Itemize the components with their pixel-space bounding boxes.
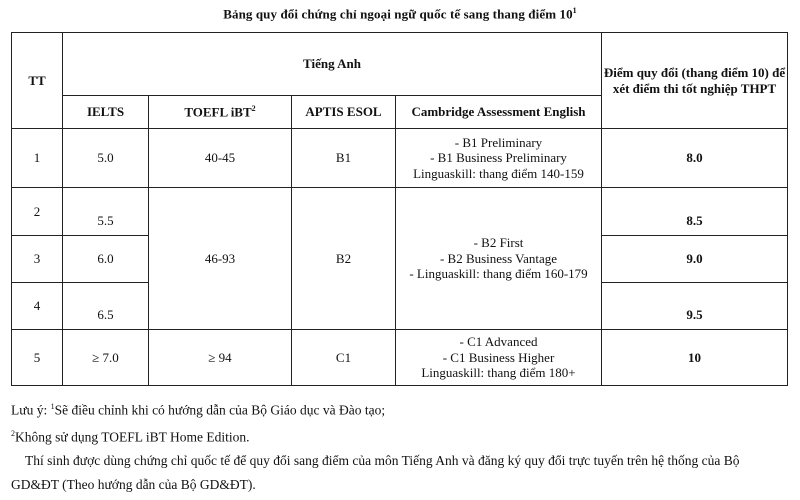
- header-score: Điểm quy đổi (thang điểm 10) để xét điểm thi tốt nghiệp THPT: [602, 33, 788, 129]
- header-cambridge: Cambridge Assessment English: [396, 96, 602, 129]
- note-paragraph: Thí sinh được dùng chứng chỉ quốc tế để quy đổi sang điểm của môn Tiếng Anh và đăng ký quy đổi trực tuyến trên hệ thống của Bộ GD&ĐT (Theo hướng dẫn của Bộ GD&ĐT).: [11, 453, 740, 492]
- row-aptis: B2: [292, 188, 396, 330]
- table-row: [12, 188, 788, 236]
- row-ielts: 6.5: [63, 283, 149, 330]
- row-tt: 5: [12, 330, 63, 386]
- row-toefl: 46-93: [149, 188, 292, 330]
- cambridge-line: - C1 Business Higher: [442, 349, 555, 365]
- note-1-text: Sẽ điều chỉnh khi có hướng dẫn của Bộ Giáo dục và Đào tạo;: [54, 402, 386, 418]
- note-2-text: Không sử dụng TOEFL iBT Home Edition.: [15, 429, 250, 445]
- row-score: 10: [602, 330, 788, 386]
- row-aptis: C1: [292, 330, 396, 386]
- note-1-mark: 1: [50, 402, 55, 411]
- row-score: 8.0: [602, 129, 788, 188]
- row-cambridge: [396, 188, 602, 330]
- row-score: 9.5: [602, 283, 788, 330]
- row-cambridge: [396, 330, 602, 386]
- row-ielts: 5.0: [63, 129, 149, 188]
- row-tt: 3: [12, 236, 63, 283]
- row-tt: 2: [12, 188, 63, 236]
- row-ielts: 6.0: [63, 236, 149, 283]
- row-tt: 1: [12, 129, 63, 188]
- row-score: 9.0: [602, 236, 788, 283]
- row-ielts: 5.5: [63, 188, 149, 236]
- cambridge-line: - B2 Business Vantage: [439, 250, 558, 266]
- cambridge-line: - B1 Business Preliminary: [430, 150, 567, 166]
- header-row-group: [12, 33, 788, 96]
- table-row: [12, 330, 788, 386]
- cambridge-line: - C1 Advanced: [459, 334, 538, 350]
- note-2: [11, 422, 787, 449]
- title-footnote-mark: 1: [572, 6, 577, 15]
- row-cambridge: [396, 129, 602, 188]
- cambridge-line: - B2 First: [473, 235, 524, 251]
- note-1-prefix: Lưu ý:: [11, 402, 51, 418]
- note-2-mark: 2: [11, 429, 15, 438]
- conversion-table: [11, 32, 788, 386]
- row-score: 8.5: [602, 188, 788, 236]
- header-ielts: IELTS: [63, 96, 149, 129]
- notes-section: [11, 395, 787, 496]
- cambridge-line: Linguaskill: thang điểm 180+: [421, 365, 576, 381]
- cambridge-line: - Linguaskill: thang điểm 160-179: [409, 266, 588, 282]
- header-toefl-mark: 2: [251, 103, 256, 113]
- row-toefl: ≥ 94: [149, 330, 292, 386]
- header-toefl: [149, 96, 292, 129]
- cambridge-line: - B1 Preliminary: [454, 134, 543, 150]
- header-english-group: Tiếng Anh: [63, 33, 602, 96]
- row-toefl: 40-45: [149, 129, 292, 188]
- row-aptis: B1: [292, 129, 396, 188]
- header-tt: TT: [12, 33, 63, 129]
- row-ielts: ≥ 7.0: [63, 330, 149, 386]
- row-tt: 4: [12, 283, 63, 330]
- table-title: [0, 6, 800, 22]
- header-aptis: APTIS ESOL: [292, 96, 396, 129]
- table-row: [12, 129, 788, 188]
- cambridge-line: Linguaskill: thang điểm 140-159: [413, 165, 584, 181]
- table-title-text: Bảng quy đổi chứng chỉ ngoại ngữ quốc tế sang thang điểm 10: [223, 6, 573, 22]
- note-1: [11, 395, 787, 422]
- header-toefl-label: TOEFL iBT: [184, 104, 252, 120]
